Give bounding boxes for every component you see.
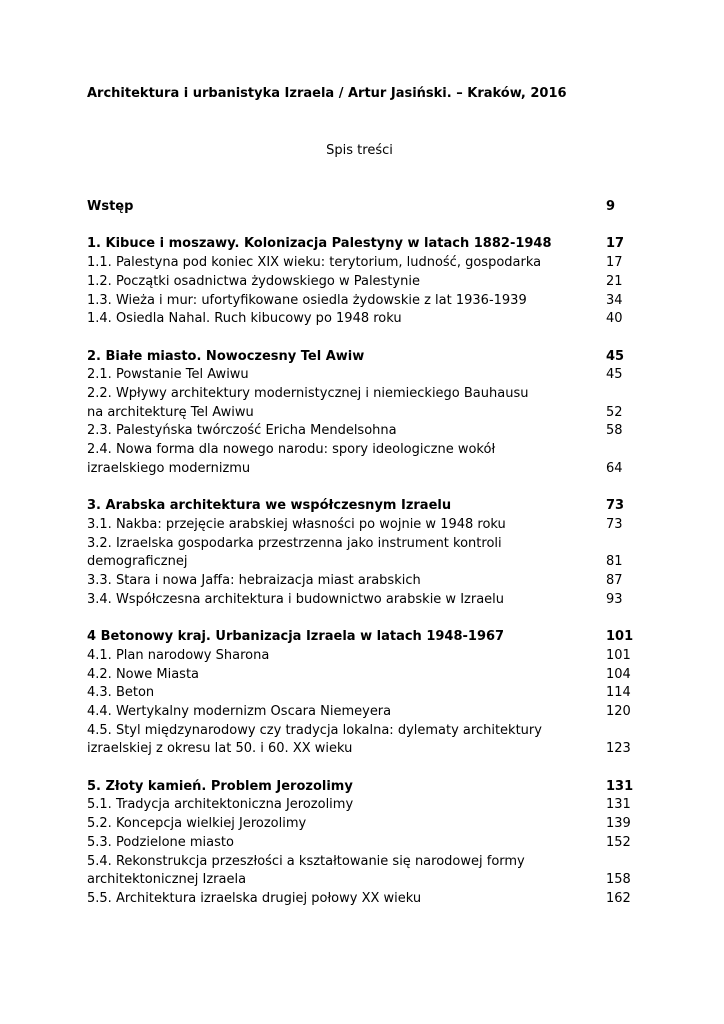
- toc-page-number: 64: [606, 460, 623, 476]
- section-gap: [87, 609, 632, 628]
- toc-entry-row: [87, 441, 632, 460]
- toc-entry-row: [87, 871, 632, 890]
- toc-entry-title: 2.3. Palestyńska twórczość Ericha Mendelsohna: [87, 423, 397, 439]
- toc-chapter-row: [87, 235, 632, 254]
- toc-entry-title: izraelskiego modernizmu: [87, 460, 251, 476]
- toc-entry-row: [87, 722, 632, 741]
- toc-entry-title: 1.3. Wieża i mur: ufortyfikowane osiedla żydowskie z lat 1936-1939: [87, 292, 527, 308]
- toc-page-number: 101: [606, 629, 634, 645]
- toc-entry-title: na architekturę Tel Awiwu: [87, 404, 254, 420]
- toc-entry-title: izraelskiej z okresu lat 50. i 60. XX wieku: [87, 741, 353, 757]
- section-gap: [87, 759, 632, 778]
- toc-entry-title: demograficznej: [87, 554, 188, 570]
- toc-page-number: 52: [606, 404, 623, 420]
- toc-entry-row: [87, 890, 632, 909]
- toc-entry-row: [87, 815, 632, 834]
- toc-entry-row: [87, 310, 632, 329]
- toc-entry-title: 2. Białe miasto. Nowoczesny Tel Awiw: [87, 348, 365, 364]
- toc-entry-row: [87, 796, 632, 815]
- toc-entry-row: [87, 254, 632, 273]
- toc-chapter-row: [87, 497, 632, 516]
- toc-page-number: 21: [606, 273, 623, 289]
- toc-entry-row: [87, 292, 632, 311]
- toc-entry-title: 3.3. Stara i nowa Jaffa: hebraizacja miast arabskich: [87, 573, 421, 589]
- toc-entry-title: Wstęp: [87, 199, 134, 214]
- toc-entry-row: [87, 385, 632, 404]
- toc-entry-title: 1.1. Palestyna pod koniec XIX wieku: terytorium, ludność, gospodarka: [87, 255, 542, 271]
- toc-page-number: 114: [606, 685, 631, 701]
- toc-chapter-row: [87, 198, 632, 217]
- toc-entry-title: 4 Betonowy kraj. Urbanizacja Izraela w latach 1948-1967: [87, 629, 505, 645]
- toc-entry-title: 4.5. Styl międzynarodowy czy tradycja lokalna: dylematy architektury: [87, 722, 542, 738]
- toc-page-number: 81: [606, 554, 623, 570]
- toc-entry-row: [87, 460, 632, 479]
- toc-entry-title: 1. Kibuce i moszawy. Kolonizacja Palestyny w latach 1882-1948: [87, 236, 552, 252]
- toc-entry-title: 3.4. Współczesna architektura i budownictwo arabskie w Izraelu: [87, 591, 505, 607]
- table-of-contents-title: Spis treści: [326, 143, 393, 158]
- toc-entry-row: [87, 591, 632, 610]
- toc-page-number: 9: [606, 199, 616, 214]
- toc-chapter-row: [87, 778, 632, 797]
- toc-page-number: 101: [606, 647, 631, 663]
- toc-entry-row: [87, 647, 632, 666]
- toc-page-number: 17: [606, 236, 625, 252]
- toc-page-number: 123: [606, 741, 631, 757]
- toc-entry-title: 2.1. Powstanie Tel Awiwu: [87, 367, 249, 383]
- toc-entry-row: [87, 535, 632, 554]
- toc-page-number: 45: [606, 367, 623, 383]
- toc-chapter-row: [87, 628, 632, 647]
- section-gap: [87, 329, 632, 348]
- toc-entry-row: [87, 684, 632, 703]
- toc-page-number: 131: [606, 797, 631, 813]
- book-citation-header: Architektura i urbanistyka Izraela / Artur Jasiński. – Kraków, 2016: [87, 86, 567, 101]
- toc-entry-title: 5.5. Architektura izraelska drugiej połowy XX wieku: [87, 890, 422, 906]
- toc-entry-title: 2.4. Nowa forma dla nowego narodu: spory ideologiczne wokół: [87, 442, 496, 458]
- toc-page-number: 58: [606, 423, 623, 439]
- section-gap: [87, 217, 632, 236]
- toc-entry-title: 5. Złoty kamień. Problem Jerozolimy: [87, 778, 353, 794]
- toc-entry-title: 5.2. Koncepcja wielkiej Jerozolimy: [87, 816, 307, 832]
- toc-page-number: 93: [606, 591, 623, 607]
- toc-page-number: 131: [606, 778, 634, 794]
- toc-page-number: 104: [606, 666, 631, 682]
- toc-page-number: 73: [606, 516, 623, 532]
- toc-entry-title: 1.2. Początki osadnictwa żydowskiego w Palestynie: [87, 273, 420, 289]
- toc-entry-title: 4.3. Beton: [87, 685, 155, 701]
- table-of-contents: [87, 198, 632, 909]
- section-gap: [87, 479, 632, 498]
- toc-page-number: 73: [606, 498, 625, 514]
- toc-entry-row: [87, 553, 632, 572]
- toc-entry-row: [87, 834, 632, 853]
- toc-page-number: 152: [606, 834, 631, 850]
- toc-page-number: 34: [606, 292, 623, 308]
- toc-entry-title: 4.1. Plan narodowy Sharona: [87, 647, 270, 663]
- toc-entry-row: [87, 404, 632, 423]
- toc-entry-title: 5.4. Rekonstrukcja przeszłości a kształtowanie się narodowej formy: [87, 853, 525, 869]
- toc-page-number: 17: [606, 255, 623, 271]
- toc-entry-row: [87, 740, 632, 759]
- toc-entry-title: 3. Arabska architektura we współczesnym Izraelu: [87, 498, 452, 514]
- toc-page-number: 40: [606, 311, 623, 327]
- toc-entry-row: [87, 516, 632, 535]
- toc-page-number: 162: [606, 890, 631, 906]
- toc-entry-title: 3.2. Izraelska gospodarka przestrzenna jako instrument kontroli: [87, 535, 502, 551]
- toc-page-number: 120: [606, 703, 631, 719]
- toc-entry-row: [87, 273, 632, 292]
- toc-page-number: 139: [606, 816, 631, 832]
- toc-entry-row: [87, 666, 632, 685]
- toc-entry-row: [87, 703, 632, 722]
- toc-page-number: 87: [606, 573, 623, 589]
- toc-entry-title: 5.3. Podzielone miasto: [87, 834, 234, 850]
- toc-chapter-row: [87, 348, 632, 367]
- toc-entry-title: 2.2. Wpływy architektury modernistycznej i niemieckiego Bauhausu: [87, 386, 529, 401]
- toc-entry-row: [87, 422, 632, 441]
- toc-page-number: 158: [606, 872, 631, 888]
- toc-entry-row: [87, 853, 632, 872]
- toc-entry-title: 4.2. Nowe Miasta: [87, 666, 200, 682]
- toc-entry-title: 4.4. Wertykalny modernizm Oscara Niemeyera: [87, 703, 392, 719]
- toc-entry-title: 5.1. Tradycja architektoniczna Jerozolimy: [87, 797, 354, 813]
- toc-entry-title: 1.4. Osiedla Nahal. Ruch kibucowy po 1948 roku: [87, 311, 402, 327]
- toc-entry-row: [87, 366, 632, 385]
- toc-entry-title: architektonicznej Izraela: [87, 872, 247, 888]
- toc-entry-title: 3.1. Nakba: przejęcie arabskiej własności po wojnie w 1948 roku: [87, 516, 506, 532]
- toc-entry-row: [87, 572, 632, 591]
- toc-page-number: 45: [606, 348, 625, 364]
